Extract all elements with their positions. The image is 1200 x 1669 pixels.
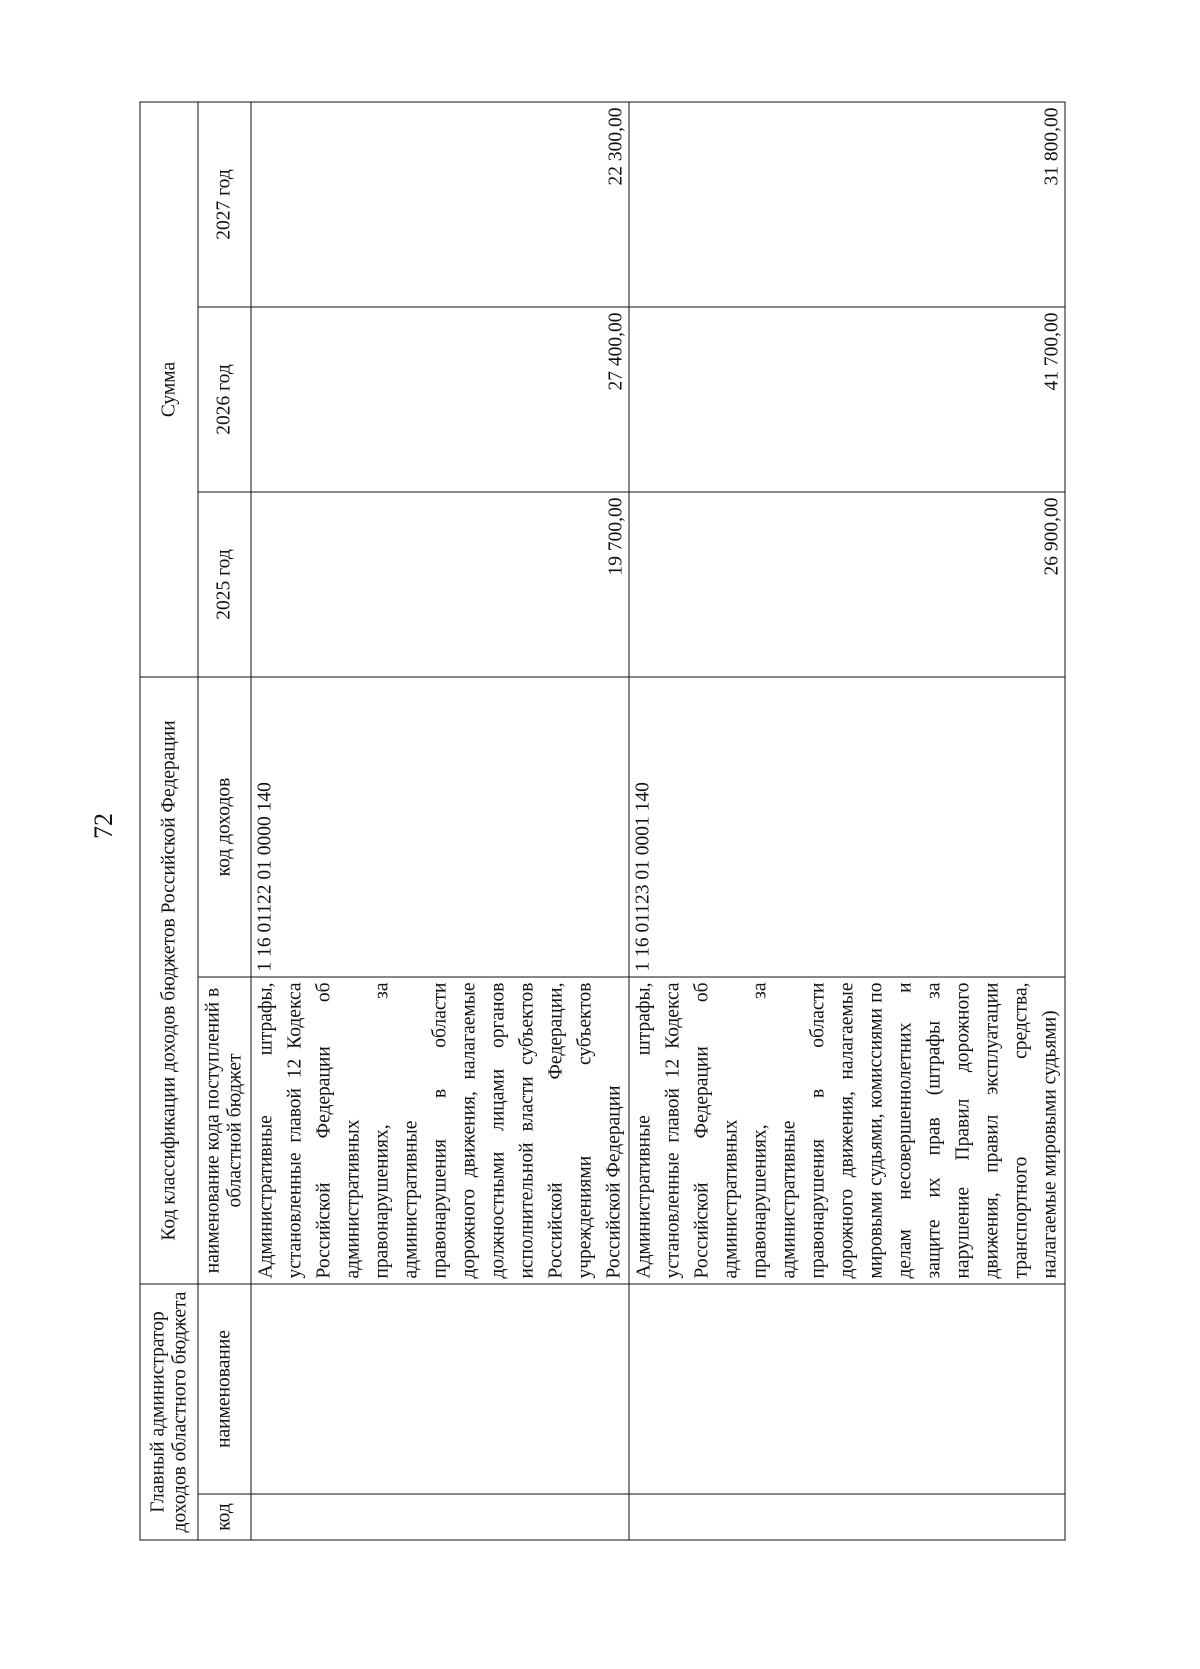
header-year-2025: 2025 год [198, 492, 251, 677]
page-number: 72 [89, 813, 118, 839]
header-row-columns [198, 101, 251, 1539]
admin-code-cell [629, 1494, 1065, 1540]
table-row [251, 101, 629, 1539]
header-sum-group: Сумма [140, 101, 198, 676]
amount-2025-cell: 19 700,00 [251, 492, 629, 677]
header-row-groups [140, 101, 198, 1539]
header-income-name: наименование кода поступлений в областной бюджет [198, 977, 251, 1284]
amount-2027-cell: 31 800,00 [629, 101, 1065, 306]
header-classification-group: Код классификации доходов бюджетов Российской Федерации [140, 677, 198, 1284]
header-kod: код [198, 1494, 251, 1540]
header-naimenovanie: наименование [198, 1284, 251, 1494]
amount-2026-cell: 27 400,00 [251, 307, 629, 492]
table-row [629, 101, 1065, 1539]
amount-2026-cell: 41 700,00 [629, 307, 1065, 492]
amount-2027-cell: 22 300,00 [251, 101, 629, 306]
income-code-cell: 1 16 01122 01 0000 140 [251, 677, 629, 977]
amount-2025-cell: 26 900,00 [629, 492, 1065, 677]
admin-code-cell [251, 1494, 629, 1540]
header-admin-group: Главный администратор доходов областного бюджета [140, 1284, 198, 1540]
admin-name-cell [251, 1284, 629, 1494]
income-code-cell: 1 16 01123 01 0001 140 [629, 677, 1065, 977]
budget-income-table [140, 101, 1066, 1540]
header-income-code: код доходов [198, 677, 251, 977]
header-year-2027: 2027 год [198, 101, 251, 306]
income-description-cell: Административные штрафы, установленные главой 12 Кодекса Российской Федерации об административных правонарушениях, за административные правонарушения в области дорожного движения, налагаемые мировыми судьями, комиссиями по делам несовершеннолетних и защите их прав (штрафы за нарушение Правил дорожного движения, правил эксплуатации транспортного средства, налагаемые мировыми судьями) [629, 977, 1065, 1284]
admin-name-cell [629, 1284, 1065, 1494]
header-year-2026: 2026 год [198, 307, 251, 492]
rotated-table-container [140, 102, 1063, 1540]
income-description-cell: Административные штрафы, установленные главой 12 Кодекса Российской Федерации об административных правонарушениях, за административные правонарушения в области дорожного движения, налагаемые должностными лицами органов исполнительной власти субъектов Российской Федерации, учреждениями субъектов Российской Федерации [251, 977, 629, 1284]
